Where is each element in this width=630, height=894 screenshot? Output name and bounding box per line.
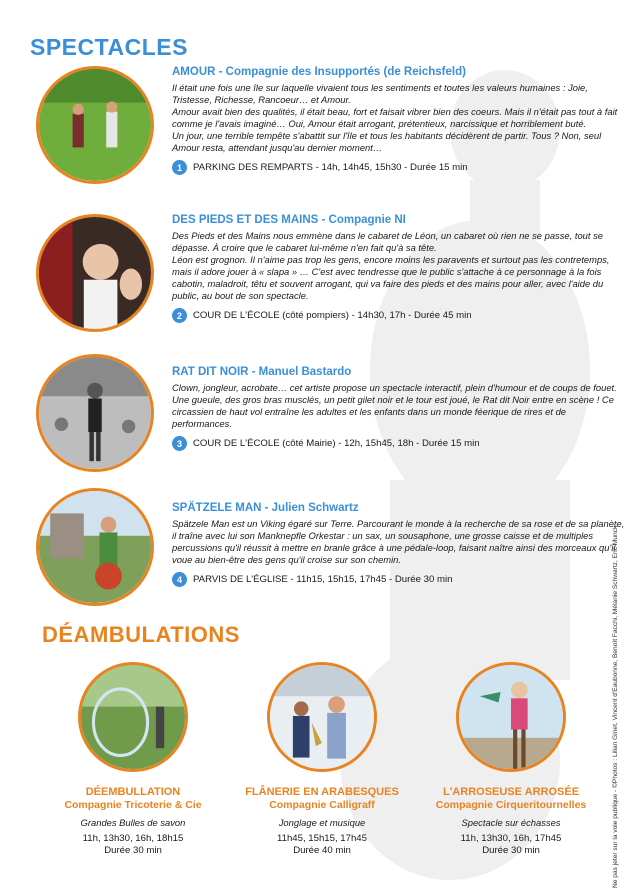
deambulation-company: Compagnie Calligraff [269, 799, 375, 811]
section-title-deambulations: DÉAMBULATIONS [42, 622, 240, 647]
desc-paragraph: Spätzele Man est un Viking égaré sur Terre. Parcourant le monde à la recherche de sa rose et de sa planète, il traîne avec lui son Manknepfle Orkestar : un sax, un sousaphone, une grosse caisse et de multiples percussions qu'il réussit à mettre en branle grâce à une pédale-loop, faisant naître ainsi des morceaux qu'il voue au bien-être des gens qu'il croise sur son chemin. [172, 518, 625, 565]
location-text: COUR DE L'ÉCOLE (côté Mairie) - 12h, 15h45, 18h - Durée 15 min [193, 438, 480, 449]
times-text: 11h, 13h30, 16h, 17h45 [460, 833, 562, 844]
times-text: 11h45, 15h15, 17h45 [277, 833, 367, 844]
location-text: PARKING DES REMPARTS - 14h, 14h45, 15h30 - Durée 15 min [193, 162, 468, 173]
photo-meadow-performers [39, 69, 151, 181]
desc-paragraph: Il était une fois une île sur laquelle vivaient tous les sentiments et toutes les valeurs humaines : Joie, Tristesse, Richesse, Rancoeur… et Amour. [172, 82, 588, 105]
desc-paragraph: Clown, jongleur, acrobate… cet artiste propose un spectacle interactif, plein d'humour et de coups de fouet. Une gueule, des gros bras musclés, un petit gilet noir et le tour est joué, le Rat dit Noir entre en scène ! Ce circassien de haut vol entraîne les adultes et les enfants dans un monde féerique de rires et de performances. [172, 382, 617, 429]
location-number-badge: 1 [172, 160, 187, 175]
deambulation-subtitle: Spectacle sur échasses [461, 817, 561, 828]
deambulation-company: Compagnie Tricoterie & Cie [64, 799, 202, 811]
photo-musicians [270, 665, 374, 769]
deambulation-item [426, 662, 596, 857]
duration-text: Durée 30 min [104, 845, 162, 856]
desc-paragraph: Amour avait bien des qualités, il était beau, fort et faisait vibrer bien des coeurs. Mais il n'était pas tout à fait comme je l'avais imaginé… Oui, Amour était arrogant, prétentieux, narcissique et horriblement buté. [172, 106, 618, 129]
show-title: AMOUR - Compagnie des Insupportés (de Reichsfeld) [172, 66, 466, 78]
photo-credits: Ne pas jeter sur la voie publique - ©Photos : Lilian Ginet, Vincent d'Eaubonne, Benoît Facchi, Mélanie Schwartz, Eric Munck [612, 525, 619, 888]
show-description [172, 518, 628, 566]
duration-text: Durée 40 min [293, 845, 351, 856]
show-photo [36, 488, 154, 606]
location-number-badge: 4 [172, 572, 187, 587]
times-text: 11h, 13h30, 16h, 18h15 [82, 833, 184, 844]
location-text: PARVIS DE L'ÉGLISE - 11h15, 15h15, 17h45 - Durée 30 min [193, 574, 453, 585]
location-text: COUR DE L'ÉCOLE (côté pompiers) - 14h30, 17h - Durée 45 min [193, 310, 472, 321]
location-number-badge: 3 [172, 436, 187, 451]
deambulation-times [237, 833, 407, 857]
photo-one-man-band [39, 491, 151, 603]
show-location [172, 436, 628, 451]
show-location [172, 308, 628, 323]
deambulation-photo [456, 662, 566, 772]
show-title: RAT DIT NOIR - Manuel Bastardo [172, 366, 352, 378]
deambulation-times [48, 833, 218, 857]
deambulation-item [237, 662, 407, 857]
deambulation-title: FLÂNERIE EN ARABESQUES [245, 786, 399, 798]
show-description [172, 230, 628, 302]
deambulation-times [426, 833, 596, 857]
show-title: DES PIEDS ET DES MAINS - Compagnie NI [172, 214, 406, 226]
show-location [172, 572, 628, 587]
show-photo [36, 66, 154, 184]
photo-juggler-bw [39, 357, 151, 469]
section-title-spectacles: SPECTACLES [30, 34, 188, 60]
duration-text: Durée 30 min [482, 845, 540, 856]
location-number-badge: 2 [172, 308, 187, 323]
show-location [172, 160, 628, 175]
deambulation-photo [267, 662, 377, 772]
show-photo [36, 354, 154, 472]
photo-stilt-walker [459, 665, 563, 769]
desc-paragraph: Des Pieds et des Mains nous emmène dans le cabaret de Léon, un cabaret où rien ne se passe, tout se dépasse. À croire que le cabaret lui-même n'en fait qu'à sa tête. [172, 230, 603, 253]
photo-clown-leon [39, 217, 151, 329]
deambulation-item [48, 662, 218, 857]
show-description [172, 82, 628, 154]
desc-paragraph: Léon est grognon. Il n'aime pas trop les gens, encore moins les paravents et surtout pas les contretemps, mais il adore jouer à « slapa » … C'est avec tendresse que le public s'attache à ce personnage à la fois cabotin, maladroit, têtu et souvent arrogant, qui va faire des pieds et des mains pour aller, avec l'aide du public, au bout de son spectacle. [172, 254, 610, 301]
deambulation-company: Compagnie Cirqueritournelles [435, 799, 587, 811]
deambulation-photo [78, 662, 188, 772]
show-photo [36, 214, 154, 332]
desc-paragraph: Un jour, une terrible tempête s'abattit sur l'île et tous les habitants décidèrent de partir. Tous ? Non, seul Amour resta, attendant jusqu'au dernier moment… [172, 130, 602, 153]
deambulation-subtitle: Grandes Bulles de savon [80, 817, 186, 828]
show-description [172, 382, 628, 430]
show-title: SPÄTZELE MAN - Julien Schwartz [172, 502, 359, 514]
deambulation-title: L'ARROSEUSE ARROSÉE [442, 786, 580, 798]
deambulation-subtitle: Jonglage et musique [278, 817, 366, 828]
deambulation-title: DÉEMBULLATION [85, 786, 181, 798]
photo-soap-bubbles [81, 665, 185, 769]
